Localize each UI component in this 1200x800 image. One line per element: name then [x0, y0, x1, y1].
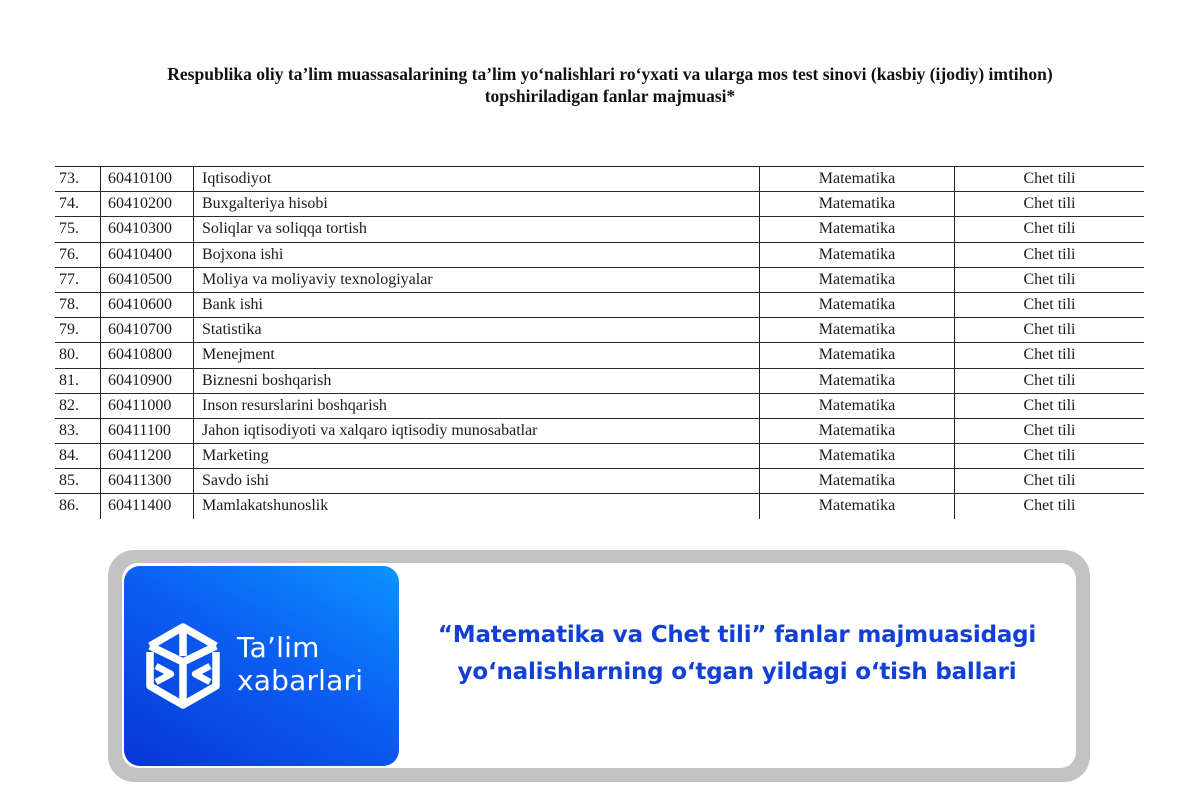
- row-number-cell: 81.: [59, 371, 79, 389]
- subject-2-cell: Chet tili: [954, 494, 1144, 518]
- banner-headline-line-1: “Matematika va Chet tili” fanlar majmuasidagi: [437, 622, 1037, 648]
- document-title-line-2: topshiriladigan fanlar majmuasi*: [484, 86, 736, 106]
- row-number-cell: 77.: [59, 270, 79, 288]
- program-code-cell: 60411400: [100, 494, 193, 518]
- program-name-cell: Bank ishi: [193, 293, 759, 317]
- subject-1-cell: Matematika: [759, 293, 954, 317]
- table-row: [55, 268, 1144, 293]
- subject-2-cell: Chet tili: [954, 192, 1144, 216]
- program-code-cell: 60410600: [100, 293, 193, 317]
- brand-name: [237, 631, 363, 697]
- subject-1-cell: Matematika: [759, 419, 954, 443]
- program-code-cell: 60411200: [100, 444, 193, 468]
- table-row: [55, 243, 1144, 268]
- subject-1-cell: Matematika: [759, 369, 954, 393]
- program-name-cell: Buxgalteriya hisobi: [193, 192, 759, 216]
- brand-name-line-2: xabarlari: [237, 664, 364, 697]
- program-name-cell: Biznesni boshqarish: [193, 369, 759, 393]
- subject-1-cell: Matematika: [759, 494, 954, 518]
- program-code-cell: 60410700: [100, 318, 193, 342]
- row-number-cell: 85.: [59, 472, 79, 490]
- subject-2-cell: Chet tili: [954, 318, 1144, 342]
- table-row: [55, 217, 1144, 242]
- table-row: [55, 394, 1144, 419]
- subject-1-cell: Matematika: [759, 343, 954, 367]
- document-title-line-1: Respublika oliy ta’lim muassasalarining ta’lim yo‘nalishlari ro‘yxati va ularga mos test sinovi (kasbiy (ijodiy) imtihon): [167, 64, 1053, 84]
- subject-1-cell: Matematika: [759, 167, 954, 191]
- subject-1-cell: Matematika: [759, 469, 954, 493]
- program-name-cell: Moliya va moliyaviy texnologiyalar: [193, 268, 759, 292]
- row-number-cell: 82.: [59, 396, 79, 414]
- program-code-cell: 60411300: [100, 469, 193, 493]
- table-row: [55, 494, 1144, 518]
- subject-2-cell: Chet tili: [954, 343, 1144, 367]
- subject-2-cell: Chet tili: [954, 444, 1144, 468]
- program-code-cell: 60410100: [100, 167, 193, 191]
- programs-table: [55, 166, 1144, 519]
- banner-card: [122, 563, 1076, 768]
- program-name-cell: Jahon iqtisodiyoti va xalqaro iqtisodiy munosabatlar: [193, 419, 759, 443]
- program-name-cell: Mamlakatshunoslik: [193, 494, 759, 518]
- subject-2-cell: Chet tili: [954, 167, 1144, 191]
- program-name-cell: Inson resurslarini boshqarish: [193, 394, 759, 418]
- subject-2-cell: Chet tili: [954, 268, 1144, 292]
- subject-2-cell: Chet tili: [954, 469, 1144, 493]
- subject-1-cell: Matematika: [759, 394, 954, 418]
- table-row: [55, 469, 1144, 494]
- program-name-cell: Soliqlar va soliqqa tortish: [193, 217, 759, 241]
- table-row: [55, 293, 1144, 318]
- row-number-cell: 84.: [59, 447, 79, 465]
- program-name-cell: Marketing: [193, 444, 759, 468]
- subject-2-cell: Chet tili: [954, 243, 1144, 267]
- cube-logo-icon: [144, 622, 222, 710]
- row-number-cell: 79.: [59, 321, 79, 339]
- table-row: [55, 343, 1144, 368]
- banner-frame: [108, 550, 1090, 782]
- table-row: [55, 419, 1144, 444]
- subject-1-cell: Matematika: [759, 217, 954, 241]
- table-row: [55, 369, 1144, 394]
- table-row: [55, 167, 1144, 192]
- program-code-cell: 60410200: [100, 192, 193, 216]
- program-name-cell: Savdo ishi: [193, 469, 759, 493]
- row-number-cell: 83.: [59, 421, 79, 439]
- row-number-cell: 80.: [59, 346, 79, 364]
- program-code-cell: 60410900: [100, 369, 193, 393]
- program-code-cell: 60410800: [100, 343, 193, 367]
- program-name-cell: Statistika: [193, 318, 759, 342]
- program-code-cell: 60410400: [100, 243, 193, 267]
- program-name-cell: Bojxona ishi: [193, 243, 759, 267]
- row-number-cell: 75.: [59, 220, 79, 238]
- subject-1-cell: Matematika: [759, 192, 954, 216]
- row-number-cell: 78.: [59, 295, 79, 313]
- row-number-cell: 76.: [59, 245, 79, 263]
- subject-2-cell: Chet tili: [954, 419, 1144, 443]
- subject-2-cell: Chet tili: [954, 394, 1144, 418]
- row-number-cell: 74.: [59, 195, 79, 213]
- program-code-cell: 60410500: [100, 268, 193, 292]
- subject-1-cell: Matematika: [759, 268, 954, 292]
- table-row: [55, 444, 1144, 469]
- document-title: [60, 63, 1160, 107]
- table-row: [55, 318, 1144, 343]
- banner-headline-line-2: yo‘nalishlarning o‘tgan yildagi o‘tish ballari: [457, 659, 1017, 685]
- program-code-cell: 60410300: [100, 217, 193, 241]
- subject-1-cell: Matematika: [759, 444, 954, 468]
- subject-1-cell: Matematika: [759, 318, 954, 342]
- program-code-cell: 60411000: [100, 394, 193, 418]
- brand-panel: [124, 566, 399, 766]
- brand-name-line-1: Ta’lim: [237, 631, 320, 664]
- subject-2-cell: Chet tili: [954, 293, 1144, 317]
- subject-2-cell: Chet tili: [954, 369, 1144, 393]
- subject-2-cell: Chet tili: [954, 217, 1144, 241]
- row-number-cell: 86.: [59, 497, 79, 515]
- program-name-cell: Iqtisodiyot: [193, 167, 759, 191]
- subject-1-cell: Matematika: [759, 243, 954, 267]
- table-row: [55, 192, 1144, 217]
- program-code-cell: 60411100: [100, 419, 193, 443]
- banner-headline: [407, 617, 1067, 691]
- row-number-cell: 73.: [59, 170, 79, 187]
- program-name-cell: Menejment: [193, 343, 759, 367]
